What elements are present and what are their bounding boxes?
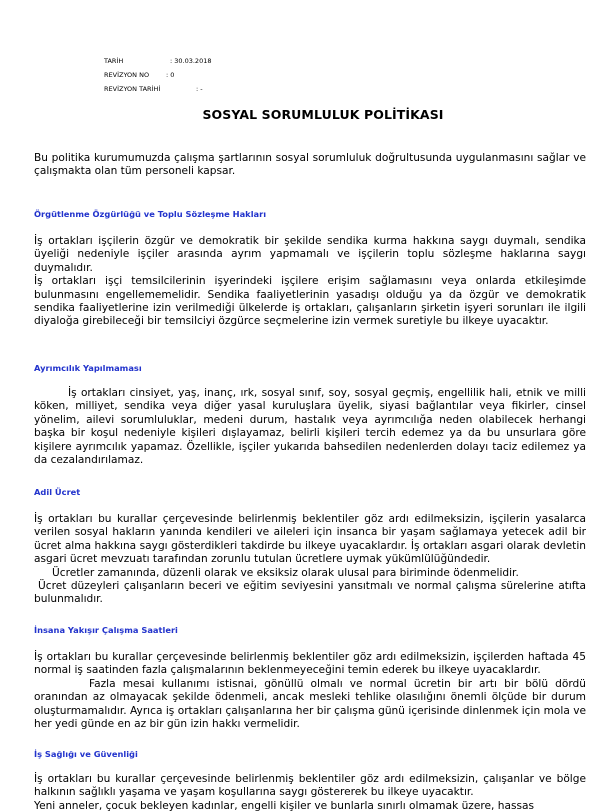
section-paragraph: Ücretler zamanında, düzenli olarak ve eksiksiz olarak ulusal para biriminde ödenmelidir. — [52, 566, 519, 579]
section-heading-fair-wage: Adil Ücret — [34, 487, 81, 497]
meta-date-value: : 30.03.2018 — [170, 57, 212, 65]
intro-paragraph: Bu politika kurumumuzda çalışma şartlarının sosyal sorumluluk doğrultusunda uygulanmasını sağlar ve çalışmakta olan tüm personeli kapsar. — [34, 152, 586, 178]
section-paragraph: İş ortakları bu kurallar çerçevesinde belirlenmiş beklentiler göz ardı edilmeksizin, çalışanlar ve bölge halkının sağlıklı yaşama ve yaşam koşullarına saygı göstererek bu ilkeye uyacaktır. — [34, 773, 586, 799]
intro-paragraph-block — [34, 152, 586, 179]
section-heading-working-hours: İnsana Yakışır Çalışma Saatleri — [34, 625, 178, 635]
section-paragraph: Yeni anneler, çocuk bekleyen kadınlar, engelli kişiler ve bunlarla sınırlı olmamak üzere, hassas — [34, 799, 534, 811]
meta-revision-date-value: : - — [196, 85, 203, 93]
meta-revision-no-label: REVİZYON NO — [104, 71, 150, 79]
section-body-non-discrimination — [34, 387, 586, 467]
section-paragraph: İş ortakları bu kurallar çerçevesinde belirlenmiş beklentiler göz ardı edilmeksizin, işçilerden haftada 45 normal iş saatinden fazla çalışmalarının beklenmeyeceğini temin ederek bu ilkeye uyacaklardır. — [34, 651, 586, 677]
section-paragraph: İş ortakları işçi temsilcilerinin işyerindeki işçilere erişim sağlamasını veya onlarda etkileşimde bulunmasını engellememelidir. Sendika faaliyetlerinin yasadışı olduğu ya da özgür ve demokratik sendika faaliyetlerine izin verilmediği ülkelerde iş ortakları, çalışanların şirketin işyeri sorunları ile ilgili diyaloğa girebileceği bir temsilciyi özgürce seçmelerine izin vermek suretiyle bu ilkeye uyacaktır. — [34, 275, 586, 328]
section-body-working-hours — [34, 651, 586, 731]
section-paragraph: Ücret düzeyleri çalışanların beceri ve eğitim seviyesini yansıtmalı ve normal çalışma sürelerine atıfta bulunmalıdır. — [34, 580, 586, 606]
page-title: SOSYAL SORUMLULUK POLİTİKASI — [202, 107, 444, 122]
meta-revision-no-value: : 0 — [166, 71, 175, 79]
section-body-occupational-health-safety — [34, 773, 586, 811]
section-heading-occupational-health-safety: İş Sağlığı ve Güvenliği — [34, 749, 138, 759]
section-paragraph: Fazla mesai kullanımı istisnai, gönüllü olmalı ve normal ücretin bir artı bir bölü dördü oranından az olmayacak şekilde ödenmeli, ancak mesleki tehlike olasılığını önemli ölçüde bir durum oluşturmamalıdır. Ayrıca iş ortakları çalışanlarına her bir çalışma günü içerisinde dinlenmek için mola ve her yedi günde en az bir gün izin hakkı vermelidir. — [34, 677, 586, 731]
section-body-fair-wage — [34, 513, 586, 607]
section-paragraph: İş ortakları işçilerin özgür ve demokratik bir şekilde sendika kurma hakkına saygı duymalı, sendika üyeliği nedeniyle işçiler arasında ayrım yapmamalı ve işçilerin toplu sözleşme haklarına saygı duymalıdır. — [34, 235, 586, 274]
section-heading-non-discrimination: Ayrımcılık Yapılmaması — [34, 363, 142, 373]
meta-date-label: TARİH — [104, 57, 124, 65]
meta-revision-date-label: REVİZYON TARİHİ — [104, 85, 161, 93]
section-heading-freedom-of-association: Örgütlenme Özgürlüğü ve Toplu Sözleşme Hakları — [34, 209, 267, 219]
section-body-freedom-of-association — [34, 235, 586, 329]
section-paragraph: İş ortakları bu kurallar çerçevesinde belirlenmiş beklentiler göz ardı edilmeksizin, işçilerin yasalarca verilen sosyal hakların yanında kendileri ve aileleri için insanca bir yaşam sağlamaya yetecek adil bir ücret alma hakkına saygı gösterdikleri takdirde bu ilkeye uyacaklardır. İş ortakları asgari olarak devletin asgari ücret mevzuatı tarafından zorunlu tutulan ücretlere uymak yükümlülüğündedir. — [34, 513, 586, 566]
section-paragraph: İş ortakları cinsiyet, yaş, inanç, ırk, sosyal sınıf, soy, sosyal geçmiş, engellilik hali, etnik ve milli köken, milliyet, sendika veya diğer yasal kuruluşlara üyelik, siyasi bağlantılar veya fikirler, cinsel yönelim, ailevi sorumluluklar, medeni durum, hastalık veya ayrımcılığa neden olabilecek herhangi başka bir koşul nedeniyle kişileri dışlayamaz, belirli kişileri tercih edemez ya da bu unsurlara göre kişilere ayrımcılık yapamaz. Özellikle, işçiler yukarıda bahsedilen nedenlerden dolayı taciz edilemez ya da cezalandırılamaz. — [34, 387, 586, 467]
